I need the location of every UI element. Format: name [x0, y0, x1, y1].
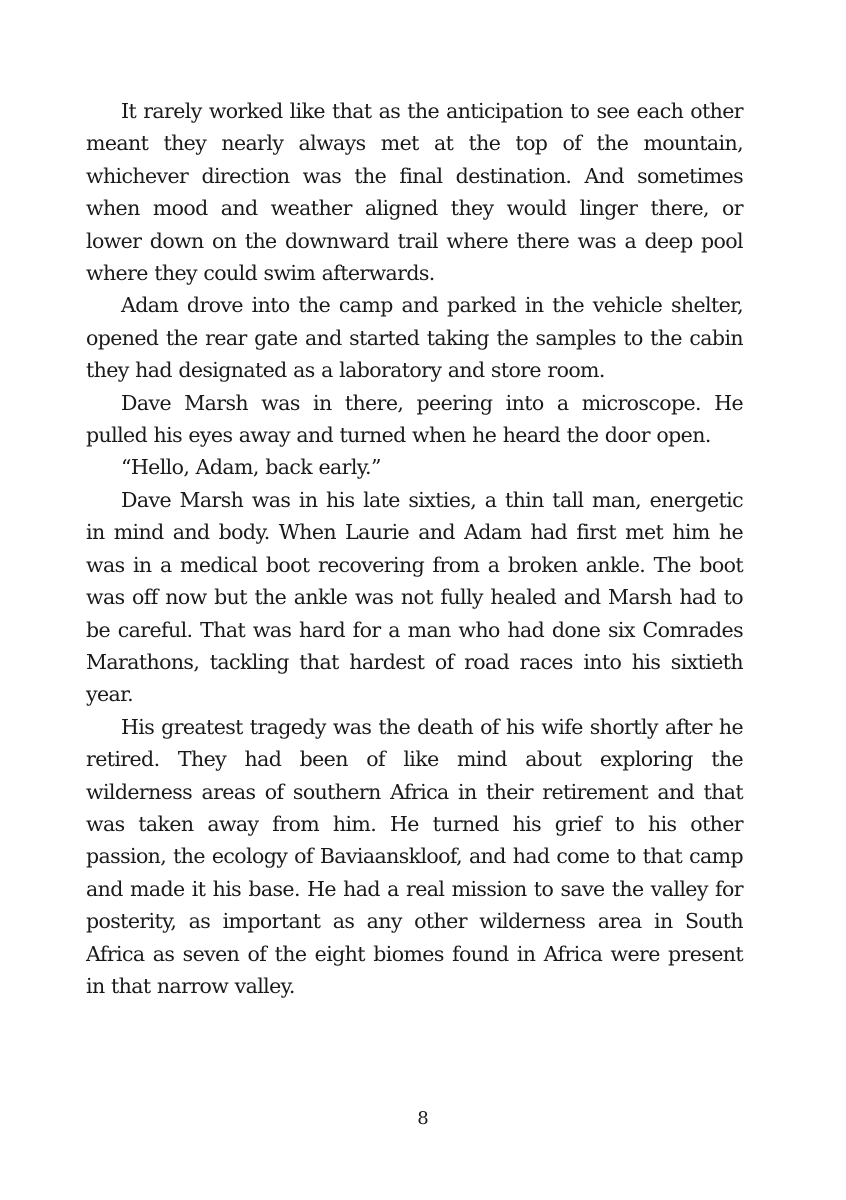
- paragraph-4: “Hello, Adam, back early.”: [121, 455, 381, 480]
- paragraph-5: Dave Marsh was in his late sixties, a thin tall man, energetic in mind and body. When Laurie and Adam had first met him he was in a medical boot recovering from a broken ankle. The boot was off now but the ankle was not fully healed and Marsh had to be careful. That was hard for a man who had done six Comrades Marathons, tackling that hardest of road races into his sixtieth year.: [86, 487, 743, 707]
- page-body: [86, 95, 743, 1002]
- paragraph-2: Adam drove into the camp and parked in the vehicle shelter, opened the rear gate and started taking the samples to the cabin they had designated as a laboratory and store room.: [86, 293, 743, 383]
- paragraph-1: It rarely worked like that as the anticipation to see each other meant they nearly always met at the top of the mountain, whichever direction was the final destination. And sometimes when mood and weather aligned they would linger there, or lower down on the downward trail where there was a deep pool where they could swim afterwards.: [86, 99, 743, 286]
- paragraph-3: Dave Marsh was in there, peering into a microscope. He pulled his eyes away and turned when he heard the door open.: [86, 390, 743, 448]
- paragraph-6: His greatest tragedy was the death of his wife shortly after he retired. They had been of like mind about exploring the wilderness areas of southern Africa in their retirement and that was taken away from him. He turned his grief to his other passion, the ecology of Baviaanskloof, and had come to that camp and made it his base. He had a real mission to save the valley for posterity, as important as any other wilderness area in South Africa as seven of the eight biomes found in Africa were present in that narrow valley.: [86, 714, 743, 998]
- page-number: 8: [417, 1108, 429, 1129]
